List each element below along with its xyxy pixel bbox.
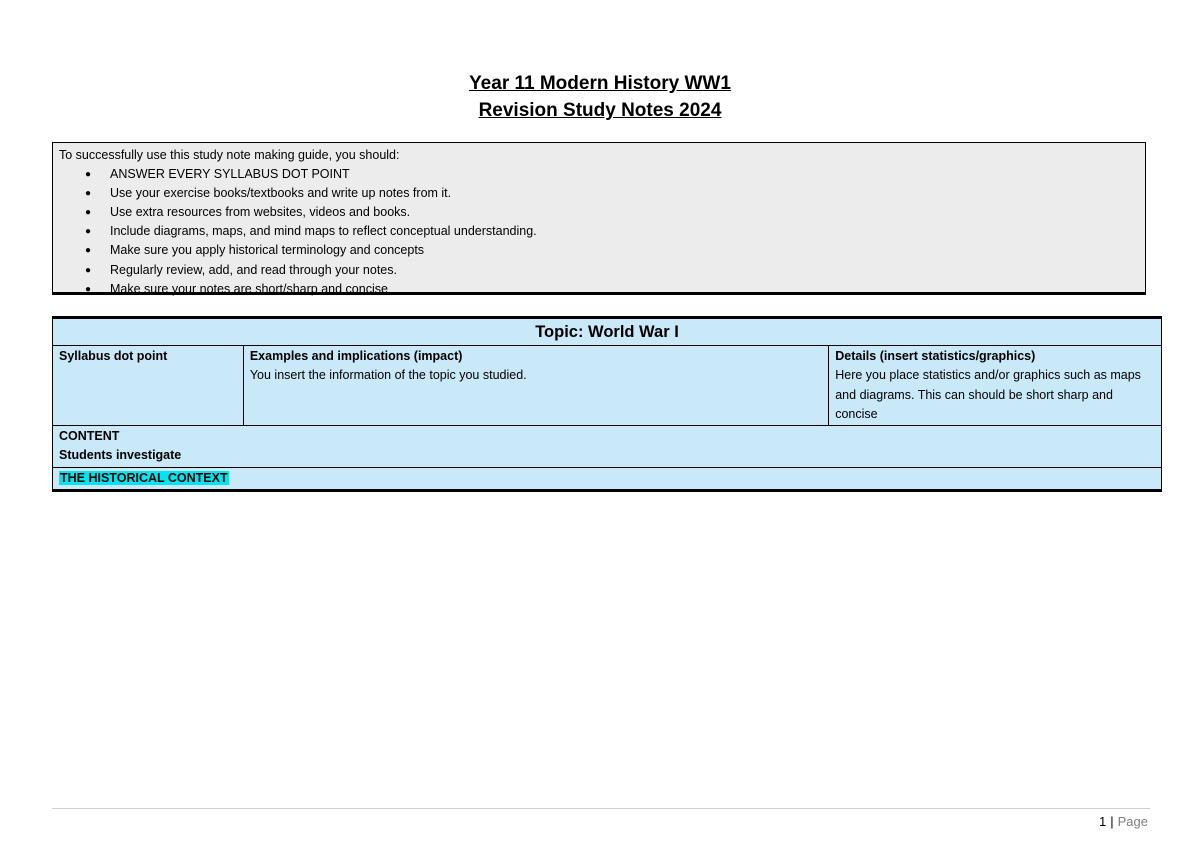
bullet-icon: ●: [85, 283, 92, 295]
guide-item: [59, 203, 1139, 222]
content-row: [53, 426, 1162, 468]
guide-list: [59, 165, 1139, 299]
column-header-row: [53, 346, 1162, 426]
syllabus-column-heading: Syllabus dot point: [59, 349, 168, 363]
guide-item-text: Regularly review, add, and read through your notes.: [110, 262, 397, 277]
examples-column: [243, 346, 828, 426]
topic-row: [53, 318, 1162, 346]
bullet-icon: ●: [85, 169, 92, 181]
bullet-icon: ●: [85, 264, 92, 276]
context-row: [53, 467, 1162, 490]
guide-item: [59, 241, 1139, 260]
guide-item-text: Include diagrams, maps, and mind maps to reflect conceptual understanding.: [110, 224, 537, 239]
topic-heading: Topic: World War I: [53, 318, 1162, 346]
guide-intro: To successfully use this study note making guide, you should:: [59, 148, 400, 162]
guide-item: [59, 280, 1139, 299]
context-cell: [53, 467, 1162, 490]
topic-table: [52, 316, 1162, 492]
guide-item-text: Use extra resources from websites, videos and books.: [110, 205, 411, 220]
bullet-icon: ●: [85, 188, 92, 200]
page-number: 1: [1099, 814, 1107, 829]
bullet-icon: ●: [85, 226, 92, 238]
guide-item-text: Make sure your notes are short/sharp and concise: [110, 281, 388, 296]
content-cell: [53, 426, 1162, 468]
guide-item: [59, 261, 1139, 280]
document-header: [0, 70, 1200, 124]
guide-item: [59, 165, 1139, 184]
guide-item: [59, 184, 1139, 203]
details-column-body: Here you place statistics and/or graphics such as maps and diagrams. This can should be short sharp and concise: [835, 368, 1141, 421]
details-column-heading: Details (insert statistics/graphics): [835, 349, 1036, 363]
footer-separator: |: [1110, 814, 1114, 829]
document-title: Year 11 Modern History WW1: [469, 73, 731, 94]
guide-item-text: Make sure you apply historical terminology and concepts: [110, 243, 425, 258]
content-label: CONTENT: [59, 429, 120, 444]
guide-item-text: Use your exercise books/textbooks and write up notes from it.: [110, 186, 452, 201]
examples-column-body: You insert the information of the topic you studied.: [249, 368, 527, 383]
syllabus-column: [53, 346, 244, 426]
details-column: [829, 346, 1162, 426]
study-guide-box: [52, 142, 1146, 295]
bullet-icon: ●: [85, 207, 92, 219]
examples-column-heading: Examples and implications (impact): [249, 349, 463, 363]
content-subtitle: Students investigate: [59, 448, 182, 463]
document-subtitle: Revision Study Notes 2024: [478, 100, 722, 121]
guide-item-text: ANSWER EVERY SYLLABUS DOT POINT: [110, 167, 350, 182]
historical-context-label: THE HISTORICAL CONTEXT: [60, 470, 228, 485]
page-label: Page: [1117, 814, 1148, 829]
page-footer: [1099, 814, 1148, 829]
footer-divider: [52, 808, 1150, 809]
guide-item: [59, 222, 1139, 241]
bullet-icon: ●: [85, 245, 92, 257]
